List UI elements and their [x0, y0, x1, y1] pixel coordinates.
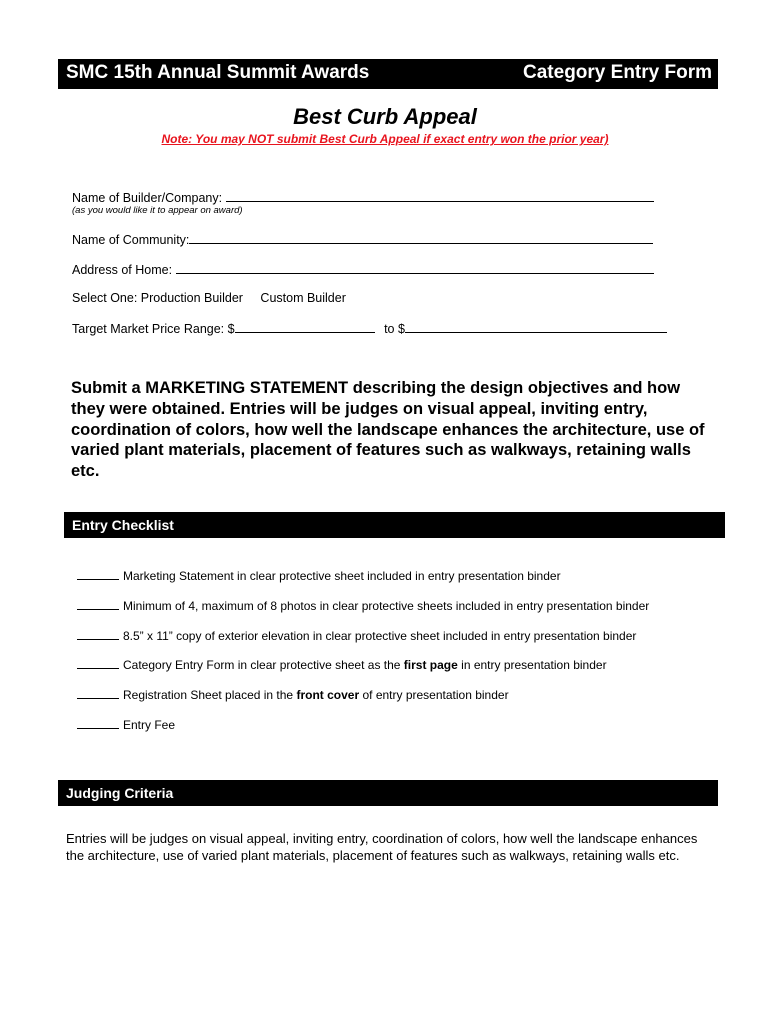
checklist-header — [64, 512, 725, 538]
header-bar — [58, 59, 718, 89]
community-input-line[interactable] — [189, 231, 653, 244]
checkbox-line[interactable] — [77, 658, 119, 669]
checkbox-line[interactable] — [77, 688, 119, 699]
marketing-statement-instructions: Submit a MARKETING STATEMENT describing the design objectives and how they were obtained. Entries will be judges on visual appeal, inviting entry, coordination of colors, how well the landscape enhances the architecture, use of varied plant materials, placement of features such as walkways, retaining walls etc. — [71, 379, 705, 481]
criteria-header — [58, 780, 718, 806]
builder-type-select[interactable] — [72, 291, 346, 305]
price-max-input-line[interactable] — [405, 320, 667, 333]
price-range-label: Target Market Price Range: $ — [72, 322, 235, 336]
criteria-text: Entries will be judges on visual appeal, inviting entry, coordination of colors, how well the landscape enhances the architecture, use of varied plant materials, placement of features such as walkways, retaining walls etc. — [66, 831, 698, 863]
builder-input-line[interactable] — [226, 189, 654, 202]
checklist-item[interactable]: Category Entry Form in clear protective sheet as the first page in entry presentation binder — [77, 658, 607, 672]
builder-field[interactable] — [72, 189, 654, 205]
checkbox-line[interactable] — [77, 569, 119, 580]
criteria-title: Judging Criteria — [66, 785, 174, 801]
form-type-title: Category Entry Form — [523, 62, 712, 83]
eligibility-note: Note: You may NOT submit Best Curb Appeal if exact entry won the prior year) — [161, 132, 609, 146]
checkbox-line[interactable] — [77, 718, 119, 729]
event-title: SMC 15th Annual Summit Awards — [66, 62, 370, 83]
checklist-item[interactable]: Entry Fee — [77, 718, 175, 732]
page-title: Best Curb Appeal — [293, 104, 477, 129]
checklist-title: Entry Checklist — [72, 517, 174, 533]
checkbox-line[interactable] — [77, 629, 119, 640]
checklist-item[interactable]: Minimum of 4, maximum of 8 photos in clear protective sheets included in entry presentation binder — [77, 599, 649, 613]
checkbox-line[interactable] — [77, 599, 119, 610]
community-label: Name of Community: — [72, 233, 190, 247]
price-min-input-line[interactable] — [235, 320, 375, 333]
builder-label: Name of Builder/Company: — [72, 191, 223, 205]
custom-builder-option[interactable]: Custom Builder — [260, 291, 346, 305]
community-field[interactable] — [72, 231, 653, 247]
production-builder-option[interactable]: Select One: Production Builder — [72, 291, 243, 305]
address-label: Address of Home: — [72, 263, 173, 277]
address-input-line[interactable] — [176, 261, 654, 274]
price-range-field[interactable] — [72, 320, 667, 336]
checklist-item[interactable]: Marketing Statement in clear protective sheet included in entry presentation binder — [77, 569, 561, 583]
checklist-item[interactable]: Registration Sheet placed in the front cover of entry presentation binder — [77, 688, 509, 702]
price-to-label: to $ — [384, 322, 405, 336]
checklist-item[interactable]: 8.5” x 11” copy of exterior elevation in clear protective sheet included in entry presentation binder — [77, 629, 636, 643]
address-field[interactable] — [72, 261, 654, 277]
builder-hint: (as you would like it to appear on award) — [72, 205, 243, 216]
